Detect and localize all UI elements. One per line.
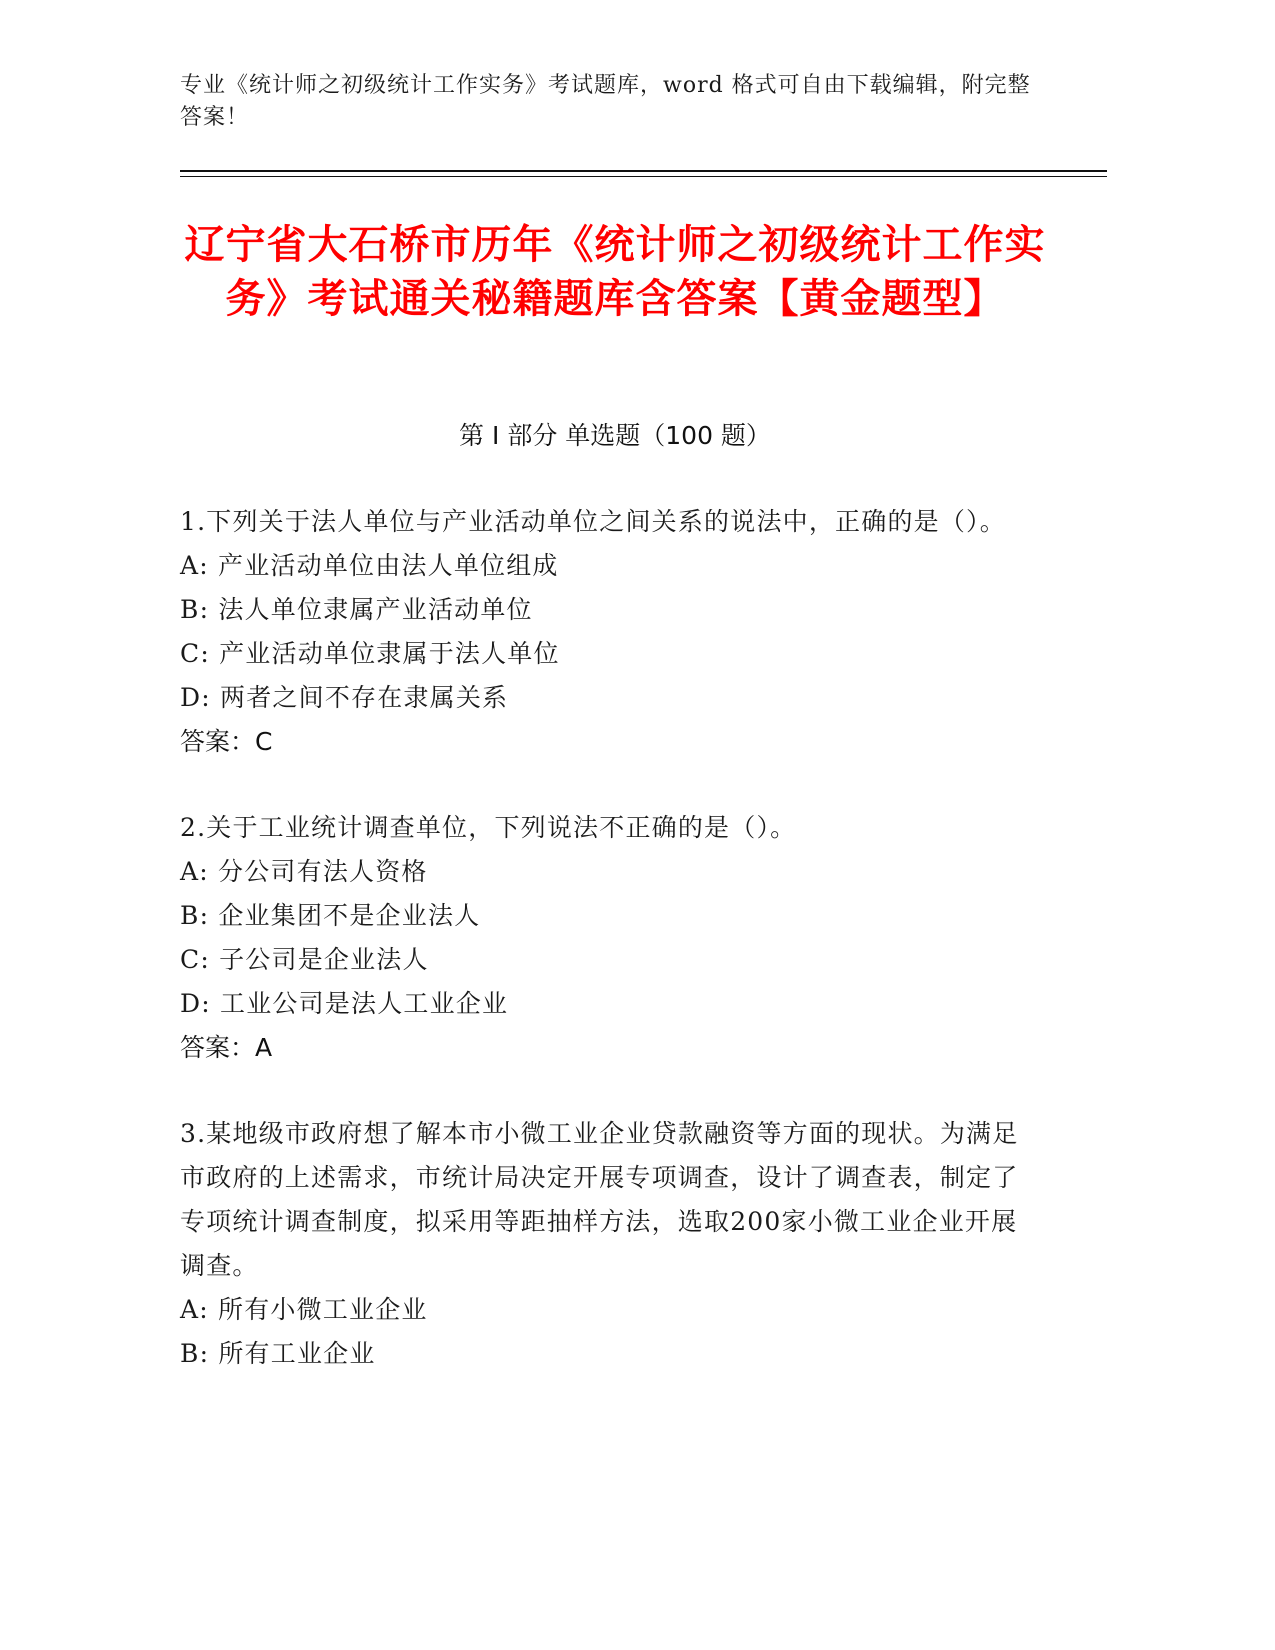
question-1 xyxy=(180,500,1040,764)
answer: 答案：A xyxy=(180,1033,273,1062)
option-c: C: 子公司是企业法人 xyxy=(180,945,429,974)
option-a: A: 产业活动单位由法人单位组成 xyxy=(180,551,559,580)
question-stem: 2.关于工业统计调查单位，下列说法不正确的是（）。 xyxy=(180,813,797,842)
question-stem: 3.某地级市政府想了解本市小微工业企业贷款融资等方面的现状。为满足市政府的上述需求，市统计局决定开展专项调查，设计了调查表，制定了专项统计调查制度，拟采用等距抽样方法，选取200家小微工业企业开展调查。 xyxy=(180,1119,1019,1280)
question-2 xyxy=(180,806,1040,1070)
option-b: B: 企业集团不是企业法人 xyxy=(180,901,481,930)
option-b: B: 所有工业企业 xyxy=(180,1339,376,1368)
header-note: 专业《统计师之初级统计工作实务》考试题库，word 格式可自由下载编辑，附完整答案！ xyxy=(180,73,1031,130)
option-a: A: 分公司有法人资格 xyxy=(180,857,428,886)
question-stem: 1.下列关于法人单位与产业活动单位之间关系的说法中，正确的是（）。 xyxy=(180,507,1006,536)
option-d: D: 两者之间不存在隶属关系 xyxy=(180,683,509,712)
answer: 答案：C xyxy=(180,727,273,756)
option-b: B: 法人单位隶属产业活动单位 xyxy=(180,595,533,624)
header-divider-thick xyxy=(180,170,1107,172)
option-a: A: 所有小微工业企业 xyxy=(180,1295,428,1324)
option-d: D: 工业公司是法人工业企业 xyxy=(180,989,509,1018)
document-title: 辽宁省大石桥市历年《统计师之初级统计工作实务》考试通关秘籍题库含答案【黄金题型】 xyxy=(184,222,1046,322)
question-list xyxy=(180,500,1040,1418)
option-c: C: 产业活动单位隶属于法人单位 xyxy=(180,639,560,668)
header-divider-thin xyxy=(180,176,1107,177)
question-3 xyxy=(180,1112,1040,1376)
section-heading: 第 I 部分 单选题（100 题） xyxy=(459,421,771,450)
